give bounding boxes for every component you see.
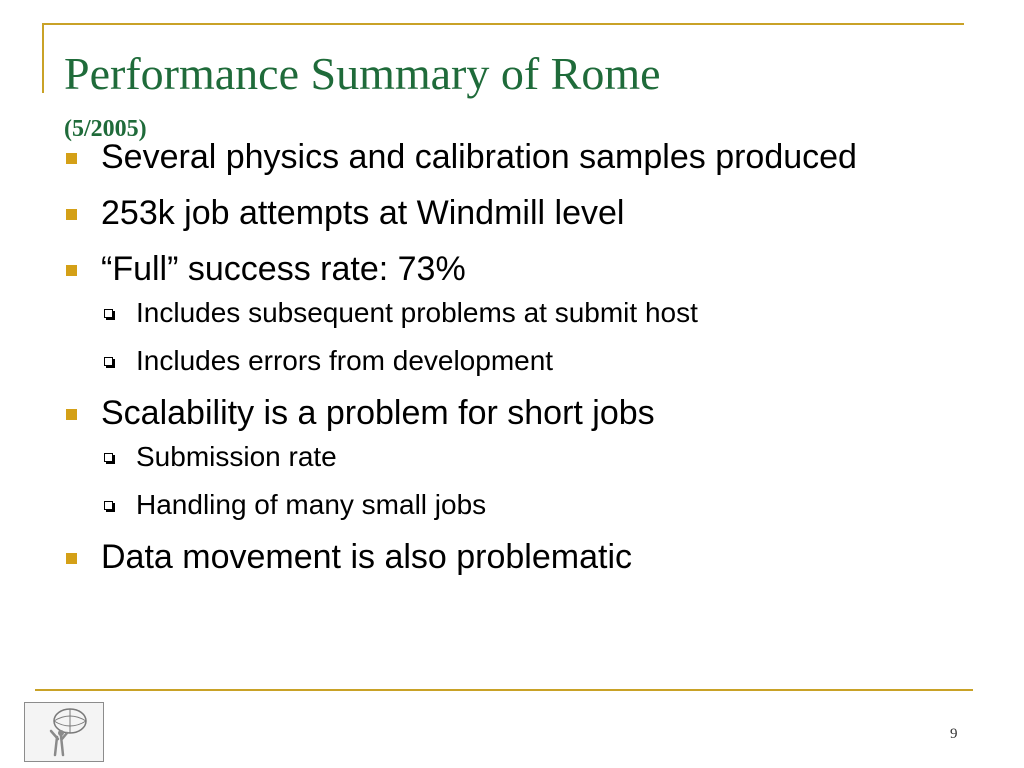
bullet-text: Several physics and calibration samples produced [101, 138, 857, 176]
square-bullet-icon [66, 409, 77, 420]
logo-graphic [25, 703, 103, 761]
hollow-square-bullet-icon [104, 453, 113, 462]
bullet-list [64, 135, 964, 591]
hollow-square-bullet-icon [104, 501, 113, 510]
sub-bullet-text: Submission rate [136, 441, 337, 472]
square-bullet-icon [66, 265, 77, 276]
frame-top-rule [42, 23, 964, 25]
bullet-text: 253k job attempts at Windmill level [101, 194, 625, 232]
frame-left-rule [42, 23, 44, 93]
sub-bullet-text: Includes subsequent problems at submit host [136, 297, 698, 328]
page-number: 9 [950, 726, 958, 742]
square-bullet-icon [66, 153, 77, 164]
square-bullet-icon [66, 553, 77, 564]
sub-bullet-item [64, 343, 964, 379]
bullet-text: Scalability is a problem for short jobs [101, 394, 655, 432]
bullet-text: “Full” success rate: 73% [101, 250, 466, 288]
atlas-globe-logo-icon [24, 702, 104, 762]
sub-bullet-item [64, 295, 964, 331]
sub-bullet-text: Handling of many small jobs [136, 489, 487, 520]
slide-subtitle: (5/2005) [64, 116, 147, 142]
bullet-item [64, 191, 964, 235]
frame-bottom-rule [35, 689, 973, 691]
bullet-item [64, 135, 964, 179]
bullet-item [64, 247, 964, 291]
slide-title: Performance Summary of Rome [64, 48, 661, 99]
bullet-text: Data movement is also problematic [101, 538, 633, 576]
bullet-item [64, 391, 964, 435]
sub-bullet-item [64, 439, 964, 475]
square-bullet-icon [66, 209, 77, 220]
hollow-square-bullet-icon [104, 357, 113, 366]
bullet-item [64, 535, 964, 579]
hollow-square-bullet-icon [104, 309, 113, 318]
sub-bullet-text: Includes errors from development [136, 345, 554, 376]
sub-bullet-item [64, 487, 964, 523]
